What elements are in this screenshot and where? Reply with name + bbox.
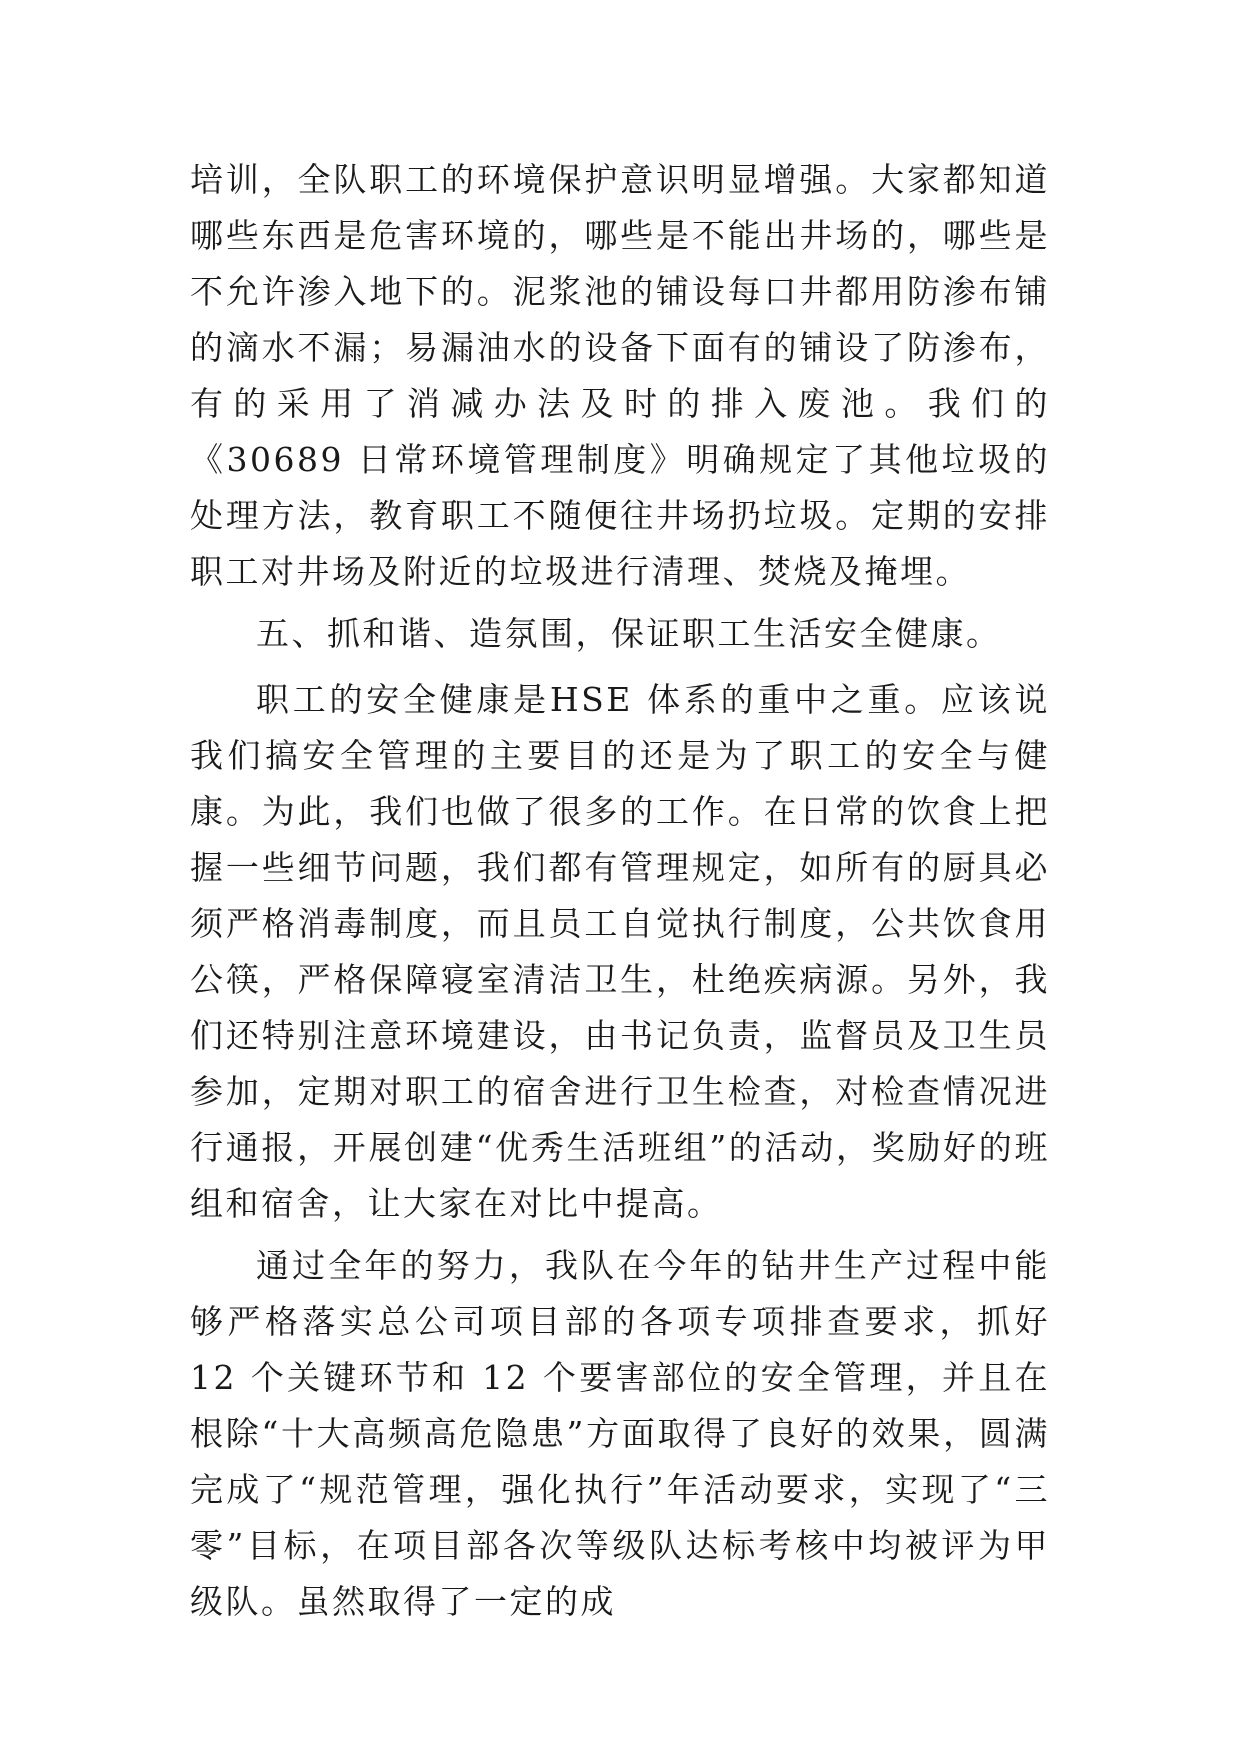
section-heading-five: 五、抓和谐、造氛围，保证职工生活安全健康。 [256, 614, 1002, 653]
paragraph-annual-summary: 通过全年的努力，我队在今年的钻井生产过程中能够严格落实总公司项目部的各项专项排查要求，抓好 12 个关键环节和 12 个要害部位的安全管理，并且在根除“十大高频高危隐患”方面取得了良好的效果，圆满完成了“规范管理，强化执行”年活动要求，实现了“三零”目标，在项目部各次等级队达标考核中均被评为甲级队。虽然取得了一定的成 [190, 1246, 1050, 1621]
document-body [190, 152, 1050, 1636]
paragraph-staff-health: 职工的安全健康是HSE 体系的重中之重。应该说我们搞安全管理的主要目的还是为了职工的安全与健康。为此，我们也做了很多的工作。在日常的饮食上把握一些细节问题，我们都有管理规定，如所有的厨具必须严格消毒制度，而且员工自觉执行制度，公共饮食用公筷，严格保障寝室清洁卫生，杜绝疾病源。另外，我们还特别注意环境建设，由书记负责，监督员及卫生员参加，定期对职工的宿舍进行卫生检查，对检查情况进行通报，开展创建“优秀生活班组”的活动，奖励好的班组和宿舍，让大家在对比中提高。 [190, 680, 1050, 1223]
paragraph-environment-training: 培训，全队职工的环境保护意识明显增强。大家都知道哪些东西是危害环境的，哪些是不能出井场的，哪些是不允许渗入地下的。泥浆池的铺设每口井都用防渗布铺的滴水不漏；易漏油水的设备下面有的铺设了防渗布，有的采用了消减办法及时的排入废池。我们的《30689 日常环境管理制度》明确规定了其他垃圾的处理方法，教育职工不随便往井场扔垃圾。定期的安排职工对井场及附近的垃圾进行清理、焚烧及掩埋。 [190, 160, 1050, 591]
